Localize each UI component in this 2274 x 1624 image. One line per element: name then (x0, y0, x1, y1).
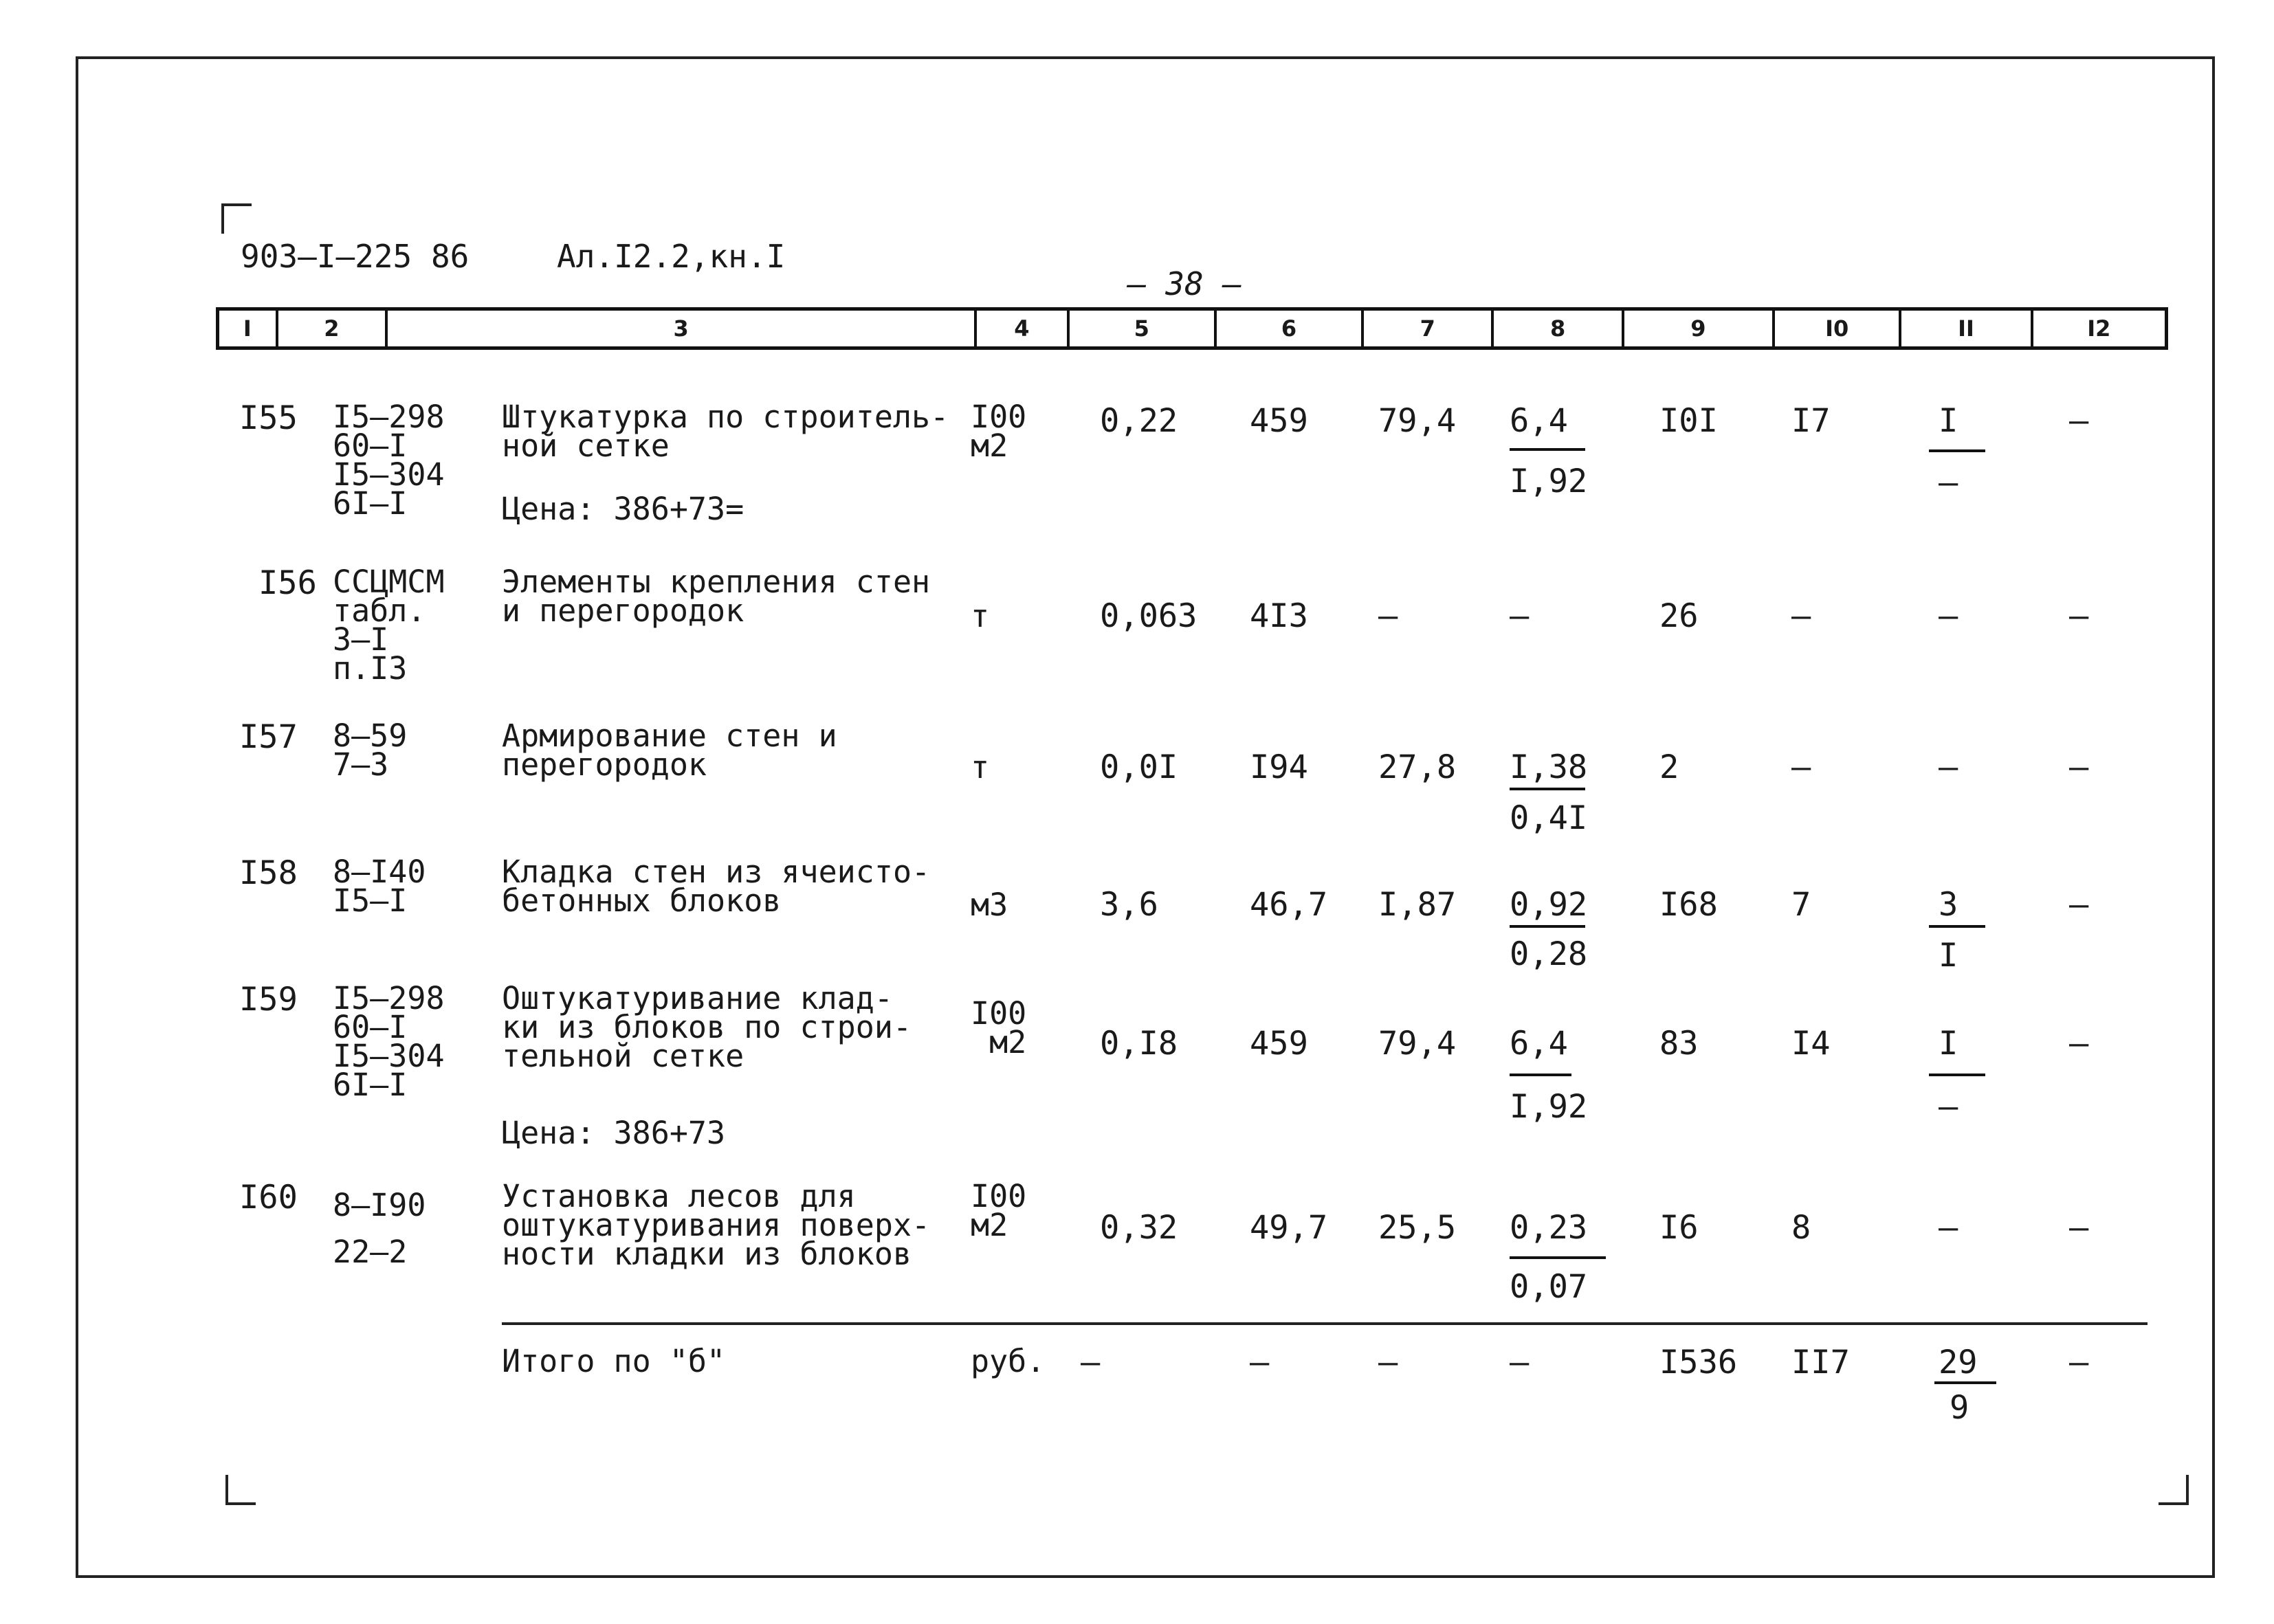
total-unit: руб. (971, 1343, 1046, 1379)
unit-cost: 459 (1250, 1025, 1308, 1063)
col-8-top: I,38 (1510, 748, 1588, 786)
col-9-value: I0I (1659, 402, 1718, 440)
work-description: Кладка стен из ячеисто- бетонных блоков (502, 854, 931, 919)
col-12-value: – (2069, 1209, 2089, 1247)
column-header-4: 4 (977, 311, 1070, 346)
unit-cost: 49,7 (1250, 1209, 1328, 1247)
row-number: I59 (239, 981, 298, 1019)
row-number: I58 (239, 854, 298, 892)
quantity: 3,6 (1100, 886, 1158, 924)
col-11-bottom: I (1939, 937, 1958, 975)
fraction-bar (1510, 925, 1585, 928)
column-header-3: 3 (388, 311, 977, 346)
row-number: I57 (239, 718, 298, 756)
col-11-top: I (1939, 1025, 1958, 1063)
unit: т (971, 749, 990, 786)
col-10-value: I7 (1791, 402, 1831, 440)
row-number: I56 (258, 564, 317, 602)
work-description: Оштукатуривание клад- ки из блоков по строи- тельной сетке (502, 980, 912, 1074)
column-header-11: II (1901, 311, 2033, 346)
norm-codes: I5–298 60–I I5–304 6I–I (333, 980, 445, 1103)
unit: I00 м2 (971, 1178, 1027, 1243)
fraction-bar (1510, 1256, 1606, 1259)
col-7-value: 27,8 (1378, 748, 1457, 786)
col-8-bottom: 0,4I (1510, 799, 1588, 837)
document-code: 903–I–225 86 (241, 238, 470, 275)
total-col-11-bottom: 9 (1950, 1389, 1969, 1427)
quantity: 0,22 (1100, 402, 1178, 440)
unit: I00 м2 (971, 399, 1027, 464)
fraction-bar (1929, 1074, 1985, 1076)
norm-codes: 8–I90 22–2 (333, 1187, 426, 1270)
col-7-value: 79,4 (1378, 1025, 1457, 1063)
column-header-12: I2 (2087, 315, 2111, 342)
total-col-8: – (1510, 1344, 1530, 1381)
col-8-top: 6,4 (1510, 402, 1568, 440)
row-number: I55 (239, 399, 298, 437)
col-11-bottom: – (1939, 464, 1958, 502)
work-description: Штукатурка по строитель- ной сетке (502, 399, 949, 464)
fraction-bar (1510, 448, 1585, 451)
quantity: 0,I8 (1100, 1025, 1178, 1063)
col-12-value: – (2069, 748, 2089, 786)
col-11-value: – (1939, 1209, 1958, 1247)
column-header-5: 5 (1070, 311, 1217, 346)
fraction-bar (1510, 1074, 1571, 1076)
price-note: Цена: 386+73= (502, 491, 744, 527)
col-7-value: 79,4 (1378, 402, 1457, 440)
album-reference: Ал.I2.2,кн.I (557, 238, 786, 275)
col-12-value: – (2069, 1025, 2089, 1063)
quantity: 0,063 (1100, 597, 1197, 635)
quantity: 0,32 (1100, 1209, 1178, 1247)
column-header-8: 8 (1494, 311, 1624, 346)
work-description: Установка лесов для оштукатуривания поверх- ности кладки из блоков (502, 1178, 931, 1272)
col-8-top: 0,92 (1510, 886, 1588, 924)
col-12-value: – (2069, 597, 2089, 635)
corner-mark-bottom-right (2159, 1475, 2189, 1505)
total-col-10: II7 (1791, 1344, 1850, 1381)
col-10-value: – (1791, 748, 1811, 786)
total-col-6: – (1250, 1344, 1270, 1381)
column-header-7: 7 (1364, 311, 1494, 346)
fraction-bar (1929, 925, 1985, 928)
fraction-bar (1510, 788, 1585, 790)
col-9-value: 2 (1659, 748, 1679, 786)
col-12-value: – (2069, 886, 2089, 924)
quantity: 0,0I (1100, 748, 1178, 786)
col-8-top: 0,23 (1510, 1209, 1588, 1247)
total-col-7: – (1378, 1344, 1398, 1381)
col-7-value: 25,5 (1378, 1209, 1457, 1247)
column-header-6: 6 (1217, 311, 1364, 346)
col-11-top: I (1939, 402, 1958, 440)
unit: м3 (971, 887, 1008, 923)
unit-cost: I94 (1250, 748, 1308, 786)
norm-codes: 8–59 7–3 (333, 718, 408, 783)
corner-mark-bottom-left (225, 1475, 256, 1505)
col-12-value: – (2069, 402, 2089, 440)
col-9-value: I68 (1659, 886, 1718, 924)
col-8-bottom: 0,07 (1510, 1268, 1588, 1306)
col-11-value: – (1939, 597, 1958, 635)
unit-cost: 46,7 (1250, 886, 1328, 924)
col-11-value: – (1939, 748, 1958, 786)
norm-codes: I5–298 60–I I5–304 6I–I (333, 399, 445, 522)
col-11-top: 3 (1939, 886, 1958, 924)
page-number: — 38 — (1127, 265, 1242, 302)
unit-cost: 4I3 (1250, 597, 1308, 635)
column-header-10: I0 (1775, 311, 1901, 346)
price-note: Цена: 386+73 (502, 1115, 726, 1151)
corner-mark-top-left (221, 203, 252, 234)
column-header-2: 2 (278, 311, 388, 346)
fraction-bar (1929, 449, 1985, 452)
col-9-value: 26 (1659, 597, 1699, 635)
unit: I00 м2 (971, 995, 1027, 1060)
col-8-bottom: I,92 (1510, 1088, 1588, 1126)
col-9-value: I6 (1659, 1209, 1699, 1247)
col-10-value: – (1791, 597, 1811, 635)
col-10-value: 7 (1791, 886, 1811, 924)
total-label: Итого по "б" (502, 1343, 726, 1379)
row-number: I60 (239, 1179, 298, 1216)
col-7-value: I,87 (1378, 886, 1457, 924)
col-8-value: – (1510, 597, 1530, 635)
col-8-bottom: 0,28 (1510, 935, 1588, 973)
total-divider (502, 1322, 2148, 1325)
work-description: Армирование стен и перегородок (502, 718, 837, 783)
fraction-bar (1934, 1381, 1996, 1384)
total-col-11-top: 29 (1939, 1344, 1978, 1381)
col-8-top: 6,4 (1510, 1025, 1568, 1063)
col-10-value: 8 (1791, 1209, 1811, 1247)
norm-codes: ССЦМСМ табл. 3–I п.I3 (333, 564, 445, 687)
total-col-5: – (1081, 1344, 1101, 1381)
column-header-1: I (219, 311, 278, 346)
col-9-value: 83 (1659, 1025, 1699, 1063)
col-10-value: I4 (1791, 1025, 1831, 1063)
norm-codes: 8–I40 I5–I (333, 854, 426, 919)
col-11-bottom: – (1939, 1088, 1958, 1126)
column-header-row (216, 307, 2168, 350)
col-7-value: – (1378, 597, 1398, 635)
work-description: Элементы крепления стен и перегородок (502, 564, 931, 629)
total-col-12: – (2069, 1344, 2089, 1381)
unit: т (971, 598, 990, 634)
total-col-9: I536 (1659, 1344, 1738, 1381)
unit-cost: 459 (1250, 402, 1308, 440)
col-8-bottom: I,92 (1510, 463, 1588, 500)
column-header-9: 9 (1624, 311, 1775, 346)
